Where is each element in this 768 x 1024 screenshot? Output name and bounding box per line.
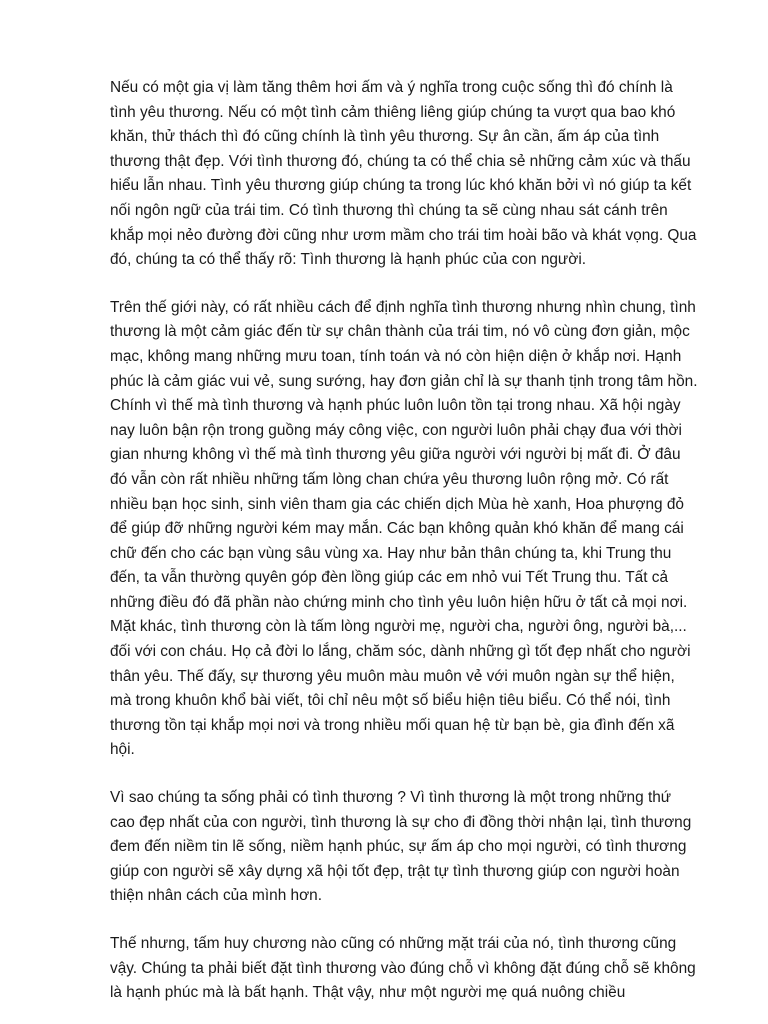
paragraph-intro: Nếu có một gia vị làm tăng thêm hơi ấm và ý nghĩa trong cuộc sống thì đó chính là tình yêu thương. Nếu có một tình cảm thiêng liêng giúp chúng ta vượt qua bao khó khăn, thử thách thì đó cũng chính là tình yêu thương. Sự ân cần, ấm áp của tình thương thật đẹp. Với tình thương đó, chúng ta có thể chia sẻ những cảm xúc và thấu hiểu lẫn nhau. Tình yêu thương giúp chúng ta trong lúc khó khăn bởi vì nó giúp ta kết nối ngôn ngữ của trái tim. Có tình thương thì chúng ta sẽ cùng nhau sát cánh trên khắp mọi nẻo đường đời cũng như ươm mầm cho trái tim hoài bão và khát vọng. Qua đó, chúng ta có thể thấy rõ: Tình thương là hạnh phúc của con người.: [110, 79, 697, 269]
document-body: [110, 76, 700, 1006]
paragraph-however: Thế nhưng, tấm huy chương nào cũng có những mặt trái của nó, tình thương cũng vậy. Chúng ta phải biết đặt tình thương vào đúng chỗ vì không đặt đúng chỗ sẽ không là hạnh phúc mà là bất hạnh. Thật vậy, như một người mẹ quá nuông chiều: [110, 935, 696, 1002]
paragraph-definition: Trên thế giới này, có rất nhiều cách để định nghĩa tình thương nhưng nhìn chung, tình thương là một cảm giác đến từ sự chân thành của trái tim, nó vô cùng đơn giản, mộc mạc, không mang những mưu toan, tính toán và nó còn hiện diện ở khắp nơi. Hạnh phúc là cảm giác vui vẻ, sung sướng, hay đơn giản chỉ là sự thanh tịnh trong tâm hồn. Chính vì thế mà tình thương và hạnh phúc luôn luôn tồn tại trong nhau. Xã hội ngày nay luôn bận rộn trong guồng máy công việc, con người luôn phải chạy đua với thời gian nhưng không vì thế mà tình thương yêu giữa người với người bị mất đi. Ở đâu đó vẫn còn rất nhiều những tấm lòng chan chứa yêu thương luôn rộng mở. Có rất nhiều bạn học sinh, sinh viên tham gia các chiến dịch Mùa hè xanh, Hoa phượng đỏ để giúp đỡ những người kém may mắn. Các bạn không quản khó khăn để mang cái chữ đến cho các bạn vùng sâu vùng xa. Hay như bản thân chúng ta, khi Trung thu đến, ta vẫn thường quyên góp đèn lồng giúp các em nhỏ vui Tết Trung thu. Tất cả những điều đó đã phần nào chứng minh cho tình yêu luôn hiện hữu ở tất cả mọi nơi. Mặt khác, tình thương còn là tấm lòng người mẹ, người cha, người ông, người bà,... đối với con cháu. Họ cả đời lo lắng, chăm sóc, dành những gì tốt đẹp nhất cho người thân yêu. Thế đấy, sự thương yêu muôn màu muôn vẻ với muôn ngàn sự thể hiện, mà trong khuôn khổ bài viết, tôi chỉ nêu một số biểu hiện tiêu biểu. Có thể nói, tình thương tồn tại khắp mọi nơi và trong nhiều mối quan hệ từ bạn bè, gia đình đến xã hội.: [110, 298, 698, 759]
paragraph-why: Vì sao chúng ta sống phải có tình thương ? Vì tình thương là một trong những thứ cao đẹp nhất của con người, tình thương là sự cho đi đồng thời nhận lại, tình thương đem đến niềm tin lẽ sống, niềm hạnh phúc, sự ấm áp cho mọi người, có tình thương giúp con người sẽ xây dựng xã hội tốt đẹp, trật tự tình thương giúp con người hoàn thiện nhân cách của mình hơn.: [110, 789, 692, 905]
